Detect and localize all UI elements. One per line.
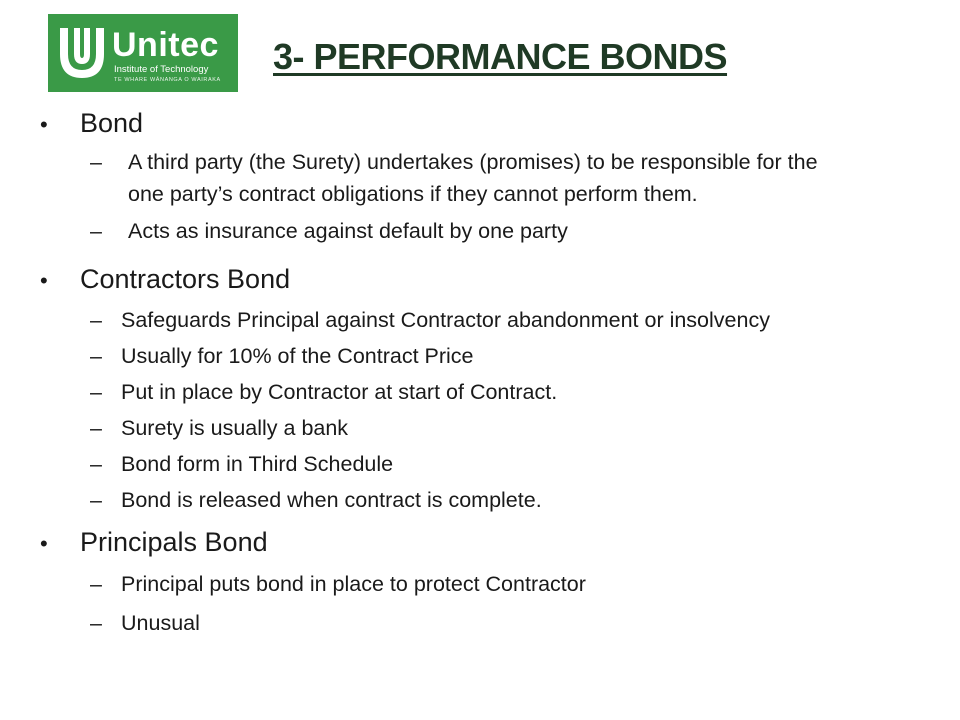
dash-icon: –: [90, 308, 102, 332]
list-item: [90, 146, 940, 178]
list-item-text: A third party (the Surety) undertakes (promises) to be responsible for the: [128, 150, 818, 174]
section-heading-label: Bond: [80, 108, 144, 138]
dash-icon: –: [90, 452, 102, 476]
dash-icon: –: [90, 380, 102, 404]
list-item-text: Surety is usually a bank: [121, 416, 349, 440]
section-heading-label: Principals Bond: [80, 527, 268, 557]
dash-icon: –: [90, 611, 102, 635]
dash-icon: –: [90, 416, 102, 440]
logo-subtitle: Institute of Technology: [114, 64, 209, 75]
dash-icon: –: [90, 572, 102, 596]
unitec-logo: [48, 14, 238, 92]
list-item: [90, 412, 940, 444]
dash-icon: –: [90, 219, 102, 243]
list-item-text: Acts as insurance against default by one party: [128, 219, 568, 243]
list-item: [90, 484, 940, 516]
dash-icon: –: [90, 150, 102, 174]
list-item-text: Usually for 10% of the Contract Price: [121, 344, 474, 368]
logo-maori-subtitle: TE WHARE WĀNANGA O WAIRAKA: [114, 77, 221, 83]
dash-icon: –: [90, 488, 102, 512]
section-heading-bond: [40, 108, 143, 139]
section-heading-contractors-bond: [40, 264, 290, 295]
list-item-text: one party’s contract obligations if they cannot perform them.: [128, 182, 698, 206]
list-item: [90, 304, 940, 336]
list-item: [90, 340, 940, 372]
list-item-text: Safeguards Principal against Contractor abandonment or insolvency: [121, 308, 770, 332]
list-item-continuation: [90, 178, 940, 210]
section-heading-principals-bond: [40, 527, 268, 558]
list-item: [90, 376, 940, 408]
list-item: [90, 448, 940, 480]
list-item: [90, 215, 940, 247]
list-item-text: Bond is released when contract is complete.: [121, 488, 542, 512]
bullet-icon: •: [40, 112, 48, 137]
dash-icon: –: [90, 344, 102, 368]
list-item: [90, 568, 940, 600]
unitec-u-icon: [56, 24, 108, 82]
section-heading-label: Contractors Bond: [80, 264, 291, 294]
bullet-icon: •: [40, 531, 48, 556]
list-item-text: Principal puts bond in place to protect Contractor: [121, 572, 586, 596]
bullet-icon: •: [40, 268, 48, 293]
list-item: [90, 607, 940, 639]
list-item-text: Unusual: [121, 611, 200, 635]
list-item-text: Bond form in Third Schedule: [121, 452, 394, 476]
slide-title: 3- PERFORMANCE BONDS: [273, 36, 728, 77]
list-item-text: Put in place by Contractor at start of Contract.: [121, 380, 558, 404]
logo-name: Unitec: [112, 26, 219, 64]
